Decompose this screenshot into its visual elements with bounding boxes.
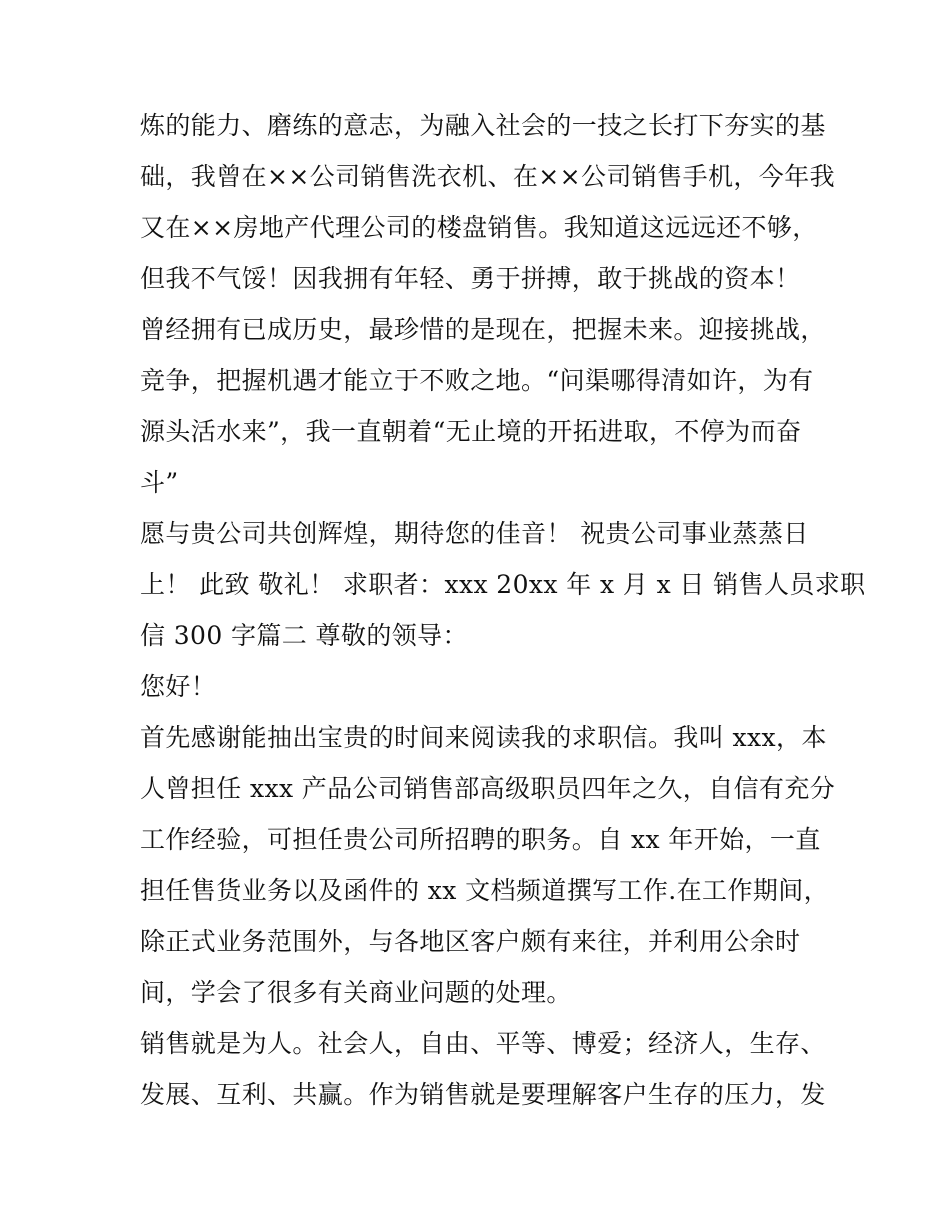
- text-line: 担任售货业务以及函件的 xx 文档频道撰写工作.在工作期间，: [140, 876, 830, 905]
- text-line: 工作经验，可担任贵公司所招聘的职务。自 xx 年开始，一直: [140, 825, 821, 854]
- text-line: 人曾担任 xxx 产品公司销售部高级职员四年之久，自信有充分: [140, 774, 836, 803]
- text-line: 但我不气馁！因我拥有年轻、勇于拼搏，敢于挑战的资本！: [140, 264, 801, 293]
- text-line: 源头活水来”，我一直朝着“无止境的开拓进取，不停为而奋: [140, 417, 802, 446]
- text-line: 础，我曾在××公司销售洗衣机、在××公司销售手机，今年我: [140, 162, 835, 191]
- document-body: [140, 100, 866, 1120]
- text-line: 发展、互利、共赢。作为销售就是要理解客户生存的压力，发: [140, 1080, 826, 1109]
- text-line: 首先感谢能抽出宝贵的时间来阅读我的求职信。我叫 xxx，本: [140, 723, 827, 752]
- text-line: 又在××房地产代理公司的楼盘销售。我知道这远远还不够，: [140, 213, 818, 242]
- text-line: 销售就是为人。社会人，自由、平等、博爱；经济人，生存、: [140, 1029, 826, 1058]
- text-line: 信 300 字篇二 尊敬的领导：: [140, 621, 468, 650]
- text-line: 竞争，把握机遇才能立于不败之地。“问渠哪得清如许，为有: [140, 366, 814, 395]
- text-line: 炼的能力、磨练的意志，为融入社会的一技之长打下夯实的基: [140, 111, 826, 140]
- text-line: 除正式业务范围外，与各地区客户颇有来往，并利用公余时: [140, 927, 801, 956]
- text-line: 上！ 此致 敬礼！ 求职者：xxx 20xx 年 x 月 x 日 销售人员求职: [140, 570, 866, 599]
- text-line: 愿与贵公司共创辉煌，期待您的佳音！ 祝贵公司事业蒸蒸日: [140, 519, 809, 548]
- text-line: 间，学会了很多有关商业问题的处理。: [140, 978, 572, 1007]
- text-line: 曾经拥有已成历史，最珍惜的是现在，把握未来。迎接挑战，: [140, 315, 826, 344]
- text-line: 您好！: [140, 672, 217, 701]
- text-line: 斗”: [140, 468, 179, 497]
